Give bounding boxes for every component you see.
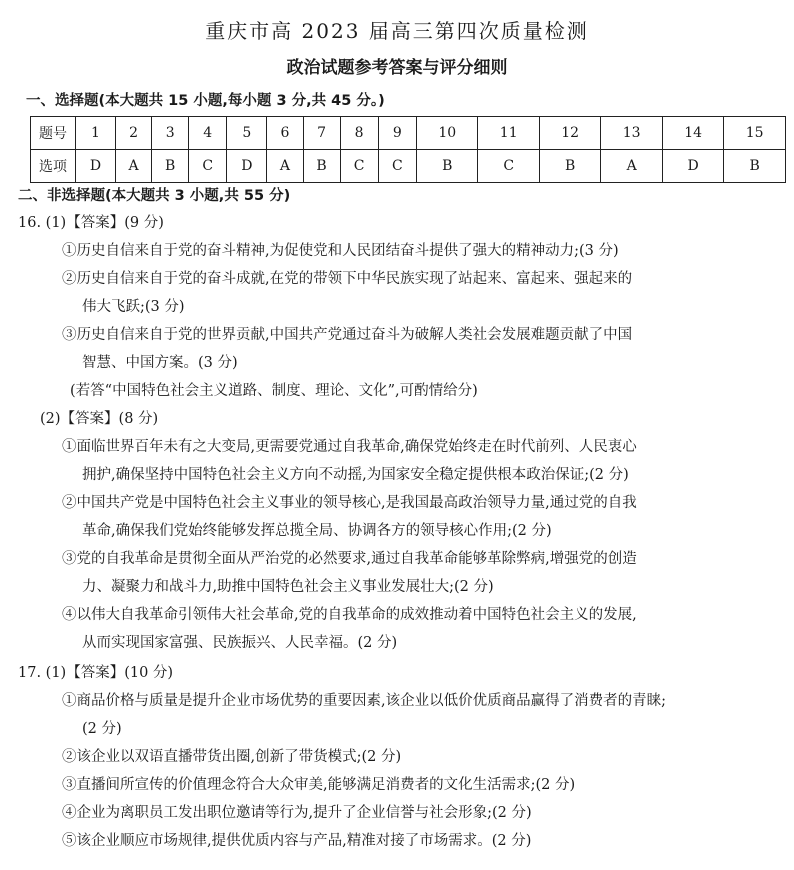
- section-1-heading: 一、选择题(本大题共 15 小题,每小题 3 分,共 45 分。): [26, 93, 385, 109]
- question-number: 11: [478, 117, 539, 150]
- q16-part2-heading: (2)【答案】(8 分): [40, 411, 159, 427]
- row-label-answer: 选项: [31, 150, 76, 183]
- scoring-note: (若答“中国特色社会主义道路、制度、理论、文化”,可酌情给分): [70, 383, 478, 399]
- question-16: [18, 209, 776, 657]
- answer-line: ④以伟大自我革命引领伟大社会革命,党的自我革命的成效推动着中国特色社会主义的发展,: [62, 607, 637, 623]
- answer-line: ⑤该企业顺应市场规律,提供优质内容与产品,精准对接了市场需求。(2 分): [62, 833, 532, 849]
- question-number: 14: [662, 117, 723, 150]
- row-label-question: 题号: [31, 117, 76, 150]
- question-number: 3: [152, 117, 189, 150]
- answer-line: 拥护,确保坚持中国特色社会主义方向不动摇,为国家安全稳定提供根本政治保证;(2 分): [82, 467, 629, 483]
- question-number: 8: [340, 117, 378, 150]
- answer-line: ①面临世界百年未有之大变局,更需要党通过自我革命,确保党始终走在时代前列、人民衷心: [62, 439, 637, 455]
- answer-option: A: [601, 150, 662, 183]
- document-subtitle: 政治试题参考答案与评分细则: [286, 58, 508, 78]
- answer-table: [30, 116, 786, 183]
- question-number: 13: [601, 117, 662, 150]
- answer-line: ④企业为离职员工发出职位邀请等行为,提升了企业信誉与社会形象;(2 分): [62, 805, 532, 821]
- answer-option: A: [115, 150, 151, 183]
- answer-option: C: [378, 150, 416, 183]
- answer-option: B: [303, 150, 340, 183]
- question-number: 12: [539, 117, 600, 150]
- answer-option: C: [478, 150, 539, 183]
- answer-line: 革命,确保我们党始终能够发挥总揽全局、协调各方的领导核心作用;(2 分): [82, 523, 552, 539]
- answer-option: B: [539, 150, 600, 183]
- answer-line: ②该企业以双语直播带货出圈,创新了带货模式;(2 分): [62, 749, 402, 765]
- answer-line: ①历史自信来自于党的奋斗精神,为促使党和人民团结奋斗提供了强大的精神动力;(3 分): [62, 243, 619, 259]
- answer-line: ③直播间所宣传的价值理念符合大众审美,能够满足消费者的文化生活需求;(2 分): [62, 777, 576, 793]
- question-number: 5: [227, 117, 267, 150]
- answer-line: 智慧、中国方案。(3 分): [82, 355, 238, 371]
- answer-line: ②中国共产党是中国特色社会主义事业的领导核心,是我国最高政治领导力量,通过党的自我: [62, 495, 637, 511]
- question-number: 4: [189, 117, 227, 150]
- question-number: 7: [303, 117, 340, 150]
- answer-option: D: [662, 150, 723, 183]
- question-number: 2: [115, 117, 151, 150]
- question-17: [18, 659, 776, 855]
- answer-line: ③党的自我革命是贯彻全面从严治党的必然要求,通过自我革命能够革除弊病,增强党的创造: [62, 551, 637, 567]
- question-number: 15: [724, 117, 786, 150]
- answer-option: A: [267, 150, 303, 183]
- answer-line: ①商品价格与质量是提升企业市场优势的重要因素,该企业以低价优质商品赢得了消费者的青睐;: [62, 693, 666, 709]
- question-number-row: [31, 117, 786, 150]
- q16-part1-heading: 16. (1)【答案】(9 分): [18, 215, 164, 231]
- answer-line: (2 分): [82, 721, 122, 737]
- answer-line: 从而实现国家富强、民族振兴、人民幸福。(2 分): [82, 635, 398, 651]
- answer-line: ②历史自信来自于党的奋斗成就,在党的带领下中华民族实现了站起来、富起来、强起来的: [62, 271, 633, 287]
- answer-option-row: [31, 150, 786, 183]
- answer-line: ③历史自信来自于党的世界贡献,中国共产党通过奋斗为破解人类社会发展难题贡献了中国: [62, 327, 633, 343]
- answer-option: B: [152, 150, 189, 183]
- answer-line: 力、凝聚力和战斗力,助推中国特色社会主义事业发展壮大;(2 分): [82, 579, 494, 595]
- answer-line: 伟大飞跃;(3 分): [82, 299, 185, 315]
- question-number: 1: [76, 117, 116, 150]
- answer-option: C: [340, 150, 378, 183]
- answer-option: D: [76, 150, 116, 183]
- answer-option: B: [417, 150, 478, 183]
- question-number: 6: [267, 117, 303, 150]
- question-number: 9: [378, 117, 416, 150]
- answer-option: C: [189, 150, 227, 183]
- q17-part1-heading: 17. (1)【答案】(10 分): [18, 665, 174, 681]
- section-2-heading: 二、非选择题(本大题共 3 小题,共 55 分): [18, 188, 291, 204]
- question-number: 10: [417, 117, 478, 150]
- document-title: 重庆市高 2023 届高三第四次质量检测: [205, 19, 589, 43]
- answer-option: D: [227, 150, 267, 183]
- answer-option: B: [724, 150, 786, 183]
